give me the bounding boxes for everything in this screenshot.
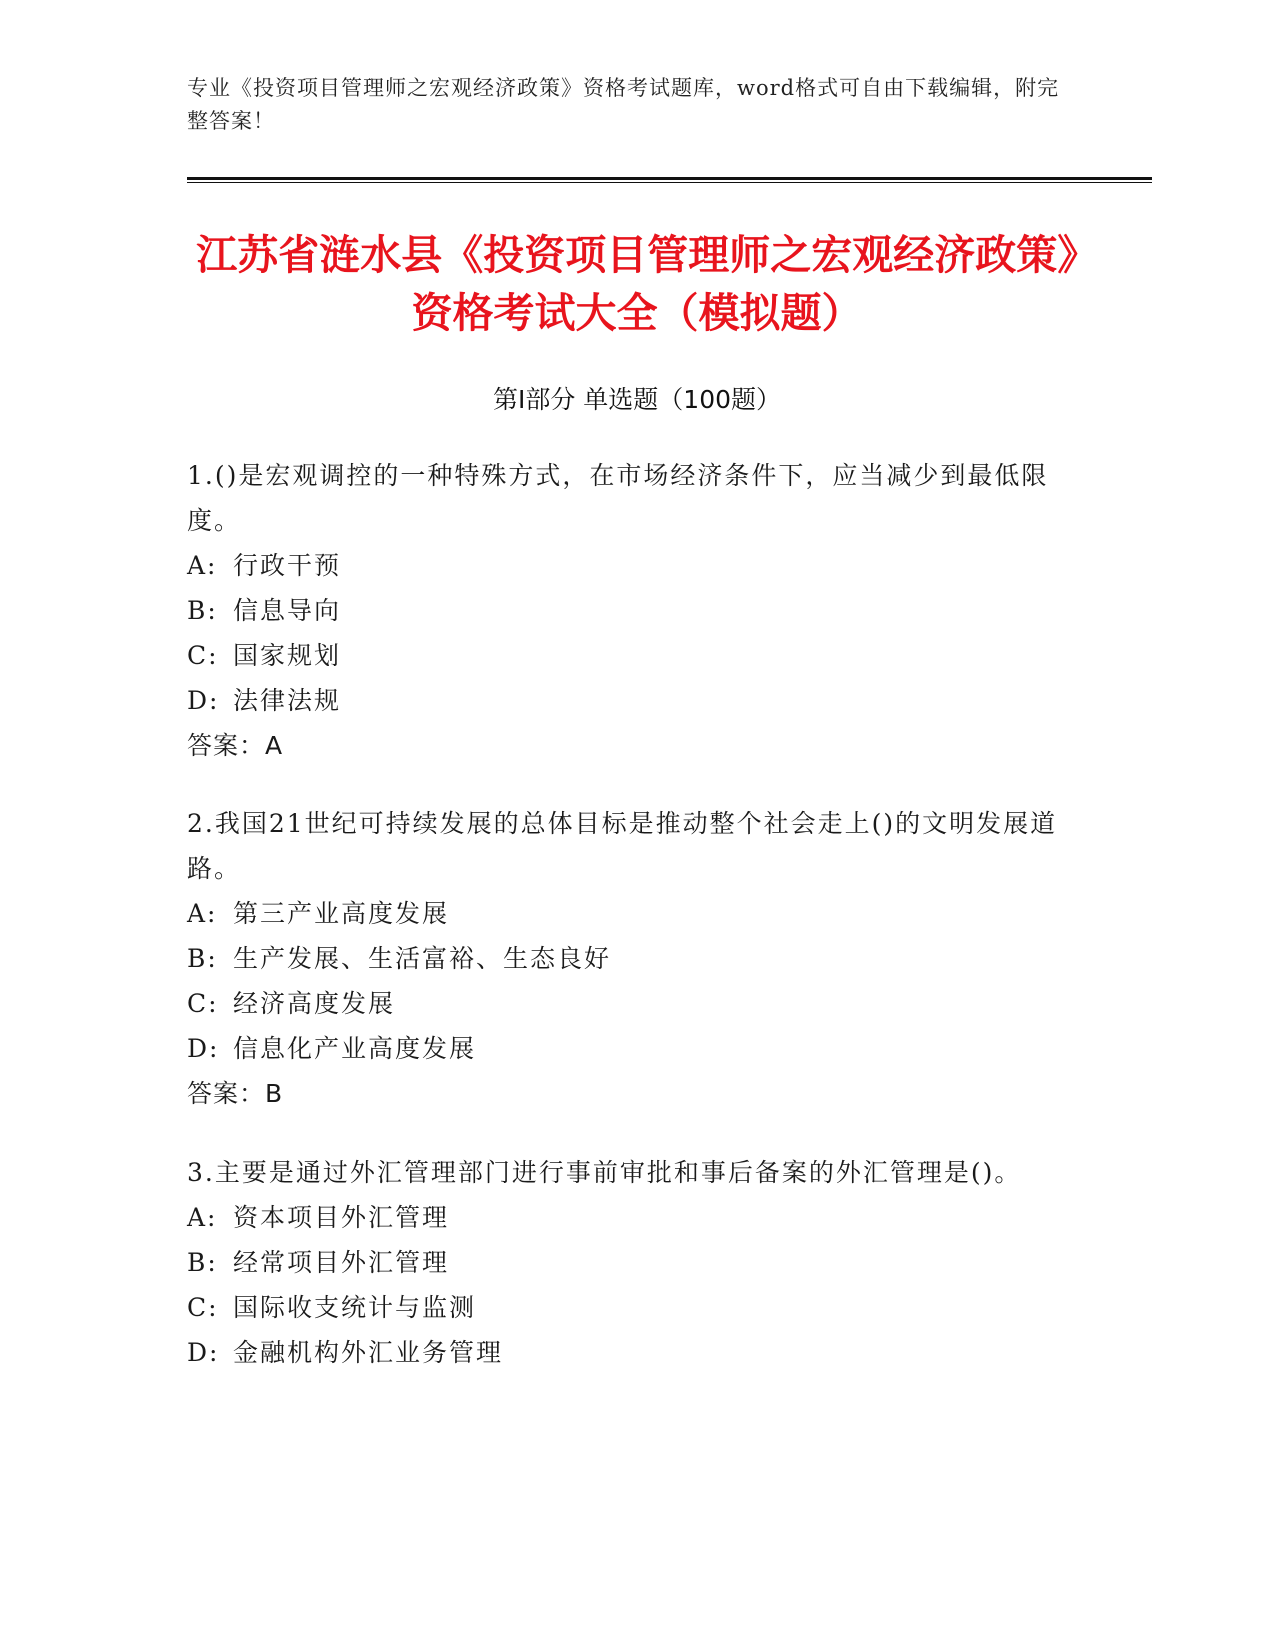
- question-3: [187, 1150, 1067, 1375]
- option-key: D:: [187, 686, 220, 715]
- option-a: [187, 543, 1067, 588]
- option-key: D:: [187, 1338, 220, 1367]
- question-1: [187, 453, 1067, 768]
- option-key: D:: [187, 1034, 220, 1063]
- option-b: [187, 936, 1067, 981]
- option-d: [187, 678, 1067, 723]
- option-text: 信息化产业高度发展: [233, 1034, 477, 1063]
- option-d: [187, 1026, 1067, 1071]
- option-text: 资本项目外汇管理: [233, 1203, 450, 1232]
- option-key: C:: [187, 641, 219, 670]
- option-c: [187, 1285, 1067, 1330]
- option-text: 行政干预: [233, 551, 342, 580]
- option-key: A:: [187, 899, 218, 928]
- option-key: C:: [187, 1293, 219, 1322]
- option-c: [187, 981, 1067, 1026]
- option-key: C:: [187, 989, 219, 1018]
- question-stem: 3.主要是通过外汇管理部门进行事前审批和事后备案的外汇管理是()。: [187, 1158, 1022, 1187]
- option-key: B:: [187, 944, 218, 973]
- option-text: 金融机构外汇业务管理: [233, 1338, 504, 1367]
- option-b: [187, 588, 1067, 633]
- question-2: [187, 801, 1067, 1116]
- option-text: 经济高度发展: [233, 989, 396, 1018]
- question-stem: 1.()是宏观调控的一种特殊方式，在市场经济条件下，应当减少到最低限度。: [187, 461, 1049, 535]
- option-text: 信息导向: [233, 596, 342, 625]
- option-key: B:: [187, 1248, 218, 1277]
- option-text: 国际收支统计与监测: [233, 1293, 477, 1322]
- header-divider-thick: [187, 177, 1152, 180]
- answer-line: 答案：A: [187, 731, 284, 760]
- option-text: 第三产业高度发展: [233, 899, 450, 928]
- document-title: 江苏省涟水县《投资项目管理师之宏观经济政策》资格考试大全（模拟题）: [196, 231, 1078, 337]
- option-a: [187, 1195, 1067, 1240]
- option-a: [187, 891, 1067, 936]
- option-text: 生产发展、生活富裕、生态良好: [233, 944, 612, 973]
- header-divider-thin: [187, 182, 1152, 183]
- option-text: 国家规划: [233, 641, 342, 670]
- option-d: [187, 1330, 1067, 1375]
- option-c: [187, 633, 1067, 678]
- option-key: A:: [187, 1203, 218, 1232]
- option-text: 法律法规: [233, 686, 342, 715]
- question-stem: 2.我国21世纪可持续发展的总体目标是推动整个社会走上()的文明发展道路。: [187, 809, 1058, 883]
- answer-line: 答案：B: [187, 1079, 284, 1108]
- header-note: 专业《投资项目管理师之宏观经济政策》资格考试题库，word格式可自由下载编辑，附完整答案！: [187, 76, 1060, 133]
- option-text: 经常项目外汇管理: [233, 1248, 450, 1277]
- section-title: 第Ⅰ部分 单选题（100题）: [492, 385, 782, 414]
- option-key: A:: [187, 551, 218, 580]
- option-b: [187, 1240, 1067, 1285]
- option-key: B:: [187, 596, 218, 625]
